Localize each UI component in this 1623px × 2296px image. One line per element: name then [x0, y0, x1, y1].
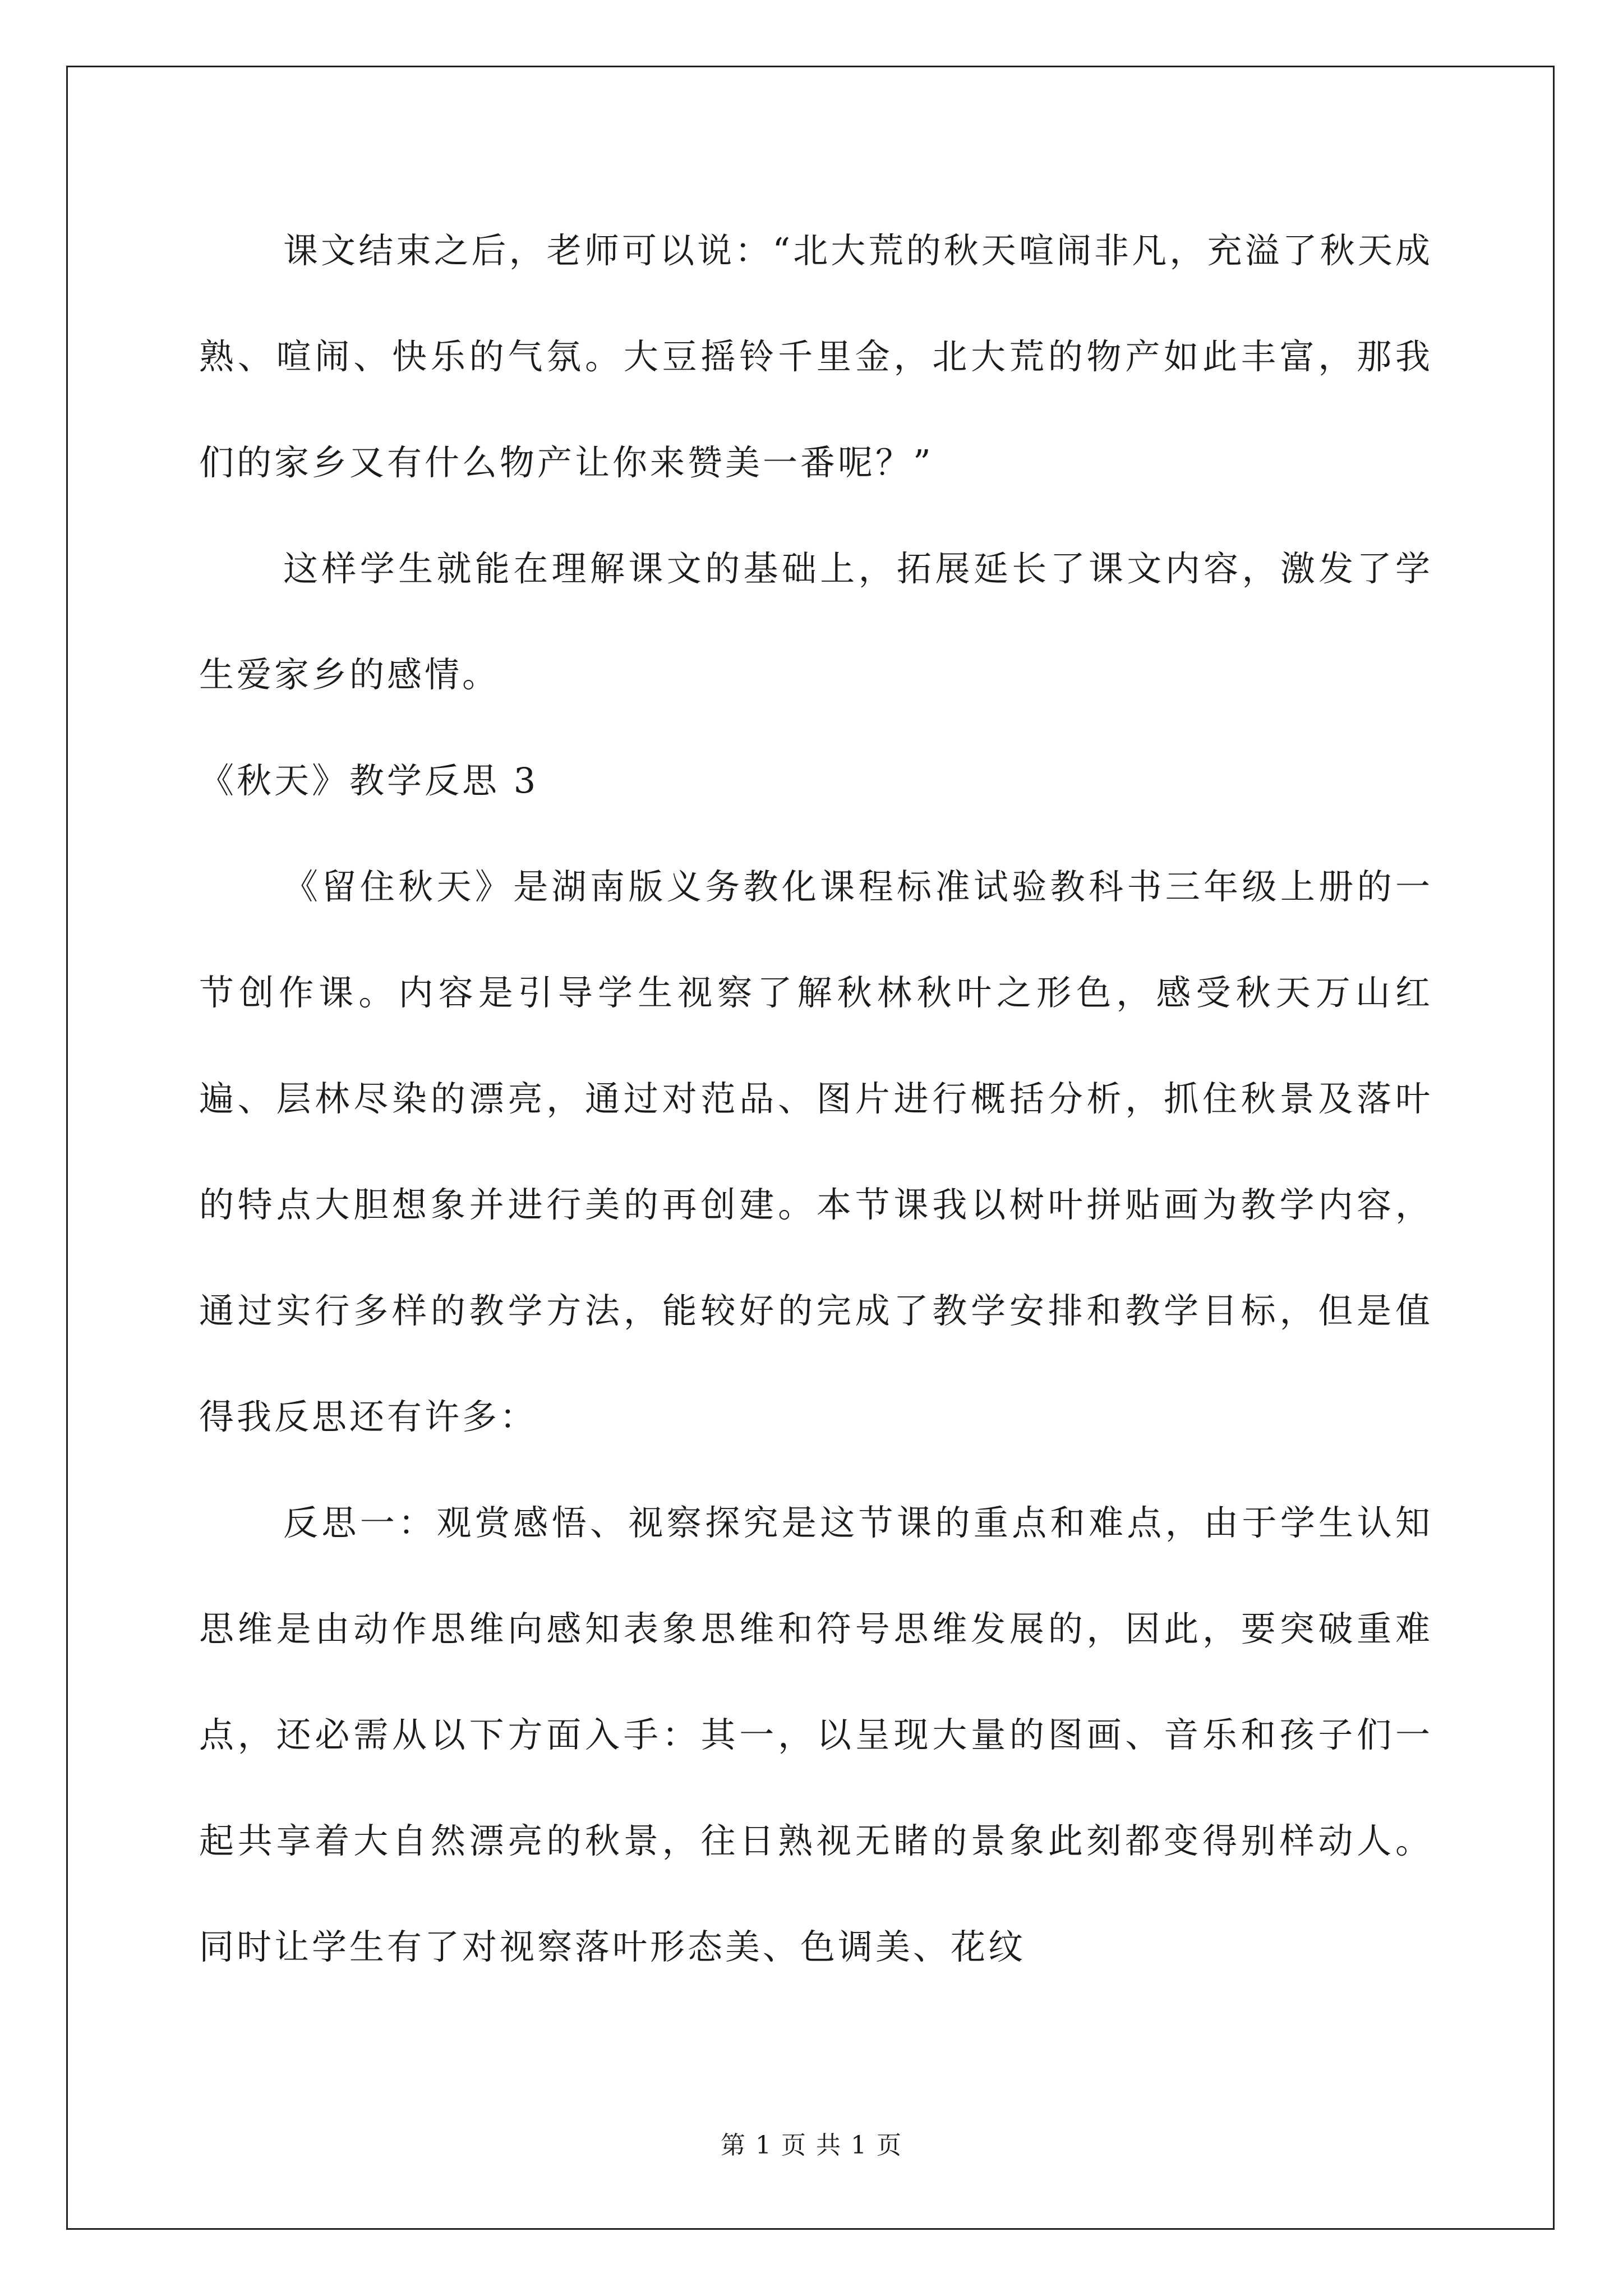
page-footer: 第 1 页 共 1 页 — [721, 2131, 902, 2160]
paragraph-4: 反思一：观赏感悟、视察探究是这节课的重点和难点，由于学生认知思维是由动作思维向感知表象思维和符号思维发展的，因此，要突破重难点，还必需从以下方面入手：其一，以呈现大量的图画、音乐和孩子们一起共享着大自然漂亮的秋景，往日熟视无睹的景象此刻都变得别样动人。同时让学生有了对视察落叶形态美、色调美、花纹 — [199, 1502, 1433, 1967]
paragraph-3: 《留住秋天》是湖南版义务教化课程标准试验教科书三年级上册的一节创作课。内容是引导学生视察了解秋林秋叶之形色，感受秋天万山红遍、层林尽染的漂亮，通过对范品、图片进行概括分析，抓住秋景及落叶的特点大胆想象并进行美的再创建。本节课我以树叶拼贴画为教学内容，通过实行多样的教学方法，能较好的完成了教学安排和教学目标，但是值得我反思还有许多： — [199, 866, 1433, 1437]
document-body — [199, 197, 1433, 2000]
section-heading: 《秋天》教学反思 3 — [199, 760, 539, 801]
paragraph-1: 课文结束之后，老师可以说：“北大荒的秋天喧闹非凡，充溢了秋天成熟、喧闹、快乐的气氛。大豆摇铃千里金，北大荒的物产如此丰富，那我们的家乡又有什么物产让你来赞美一番呢？” — [199, 230, 1433, 483]
paragraph-2: 这样学生就能在理解课文的基础上，拓展延长了课文内容，激发了学生爱家乡的感情。 — [199, 548, 1433, 695]
